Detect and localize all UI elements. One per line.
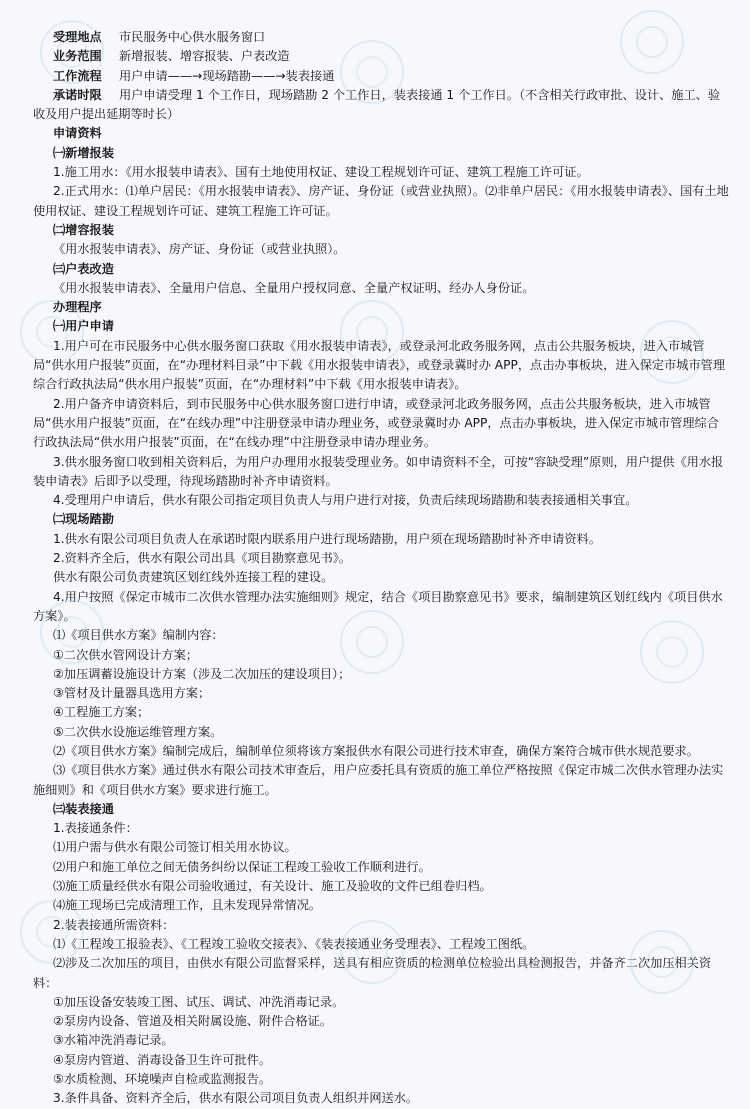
subsection-heading: ㈠新增报装 [53,145,114,160]
subsection-heading: ㈢装表接通 [53,801,114,816]
paragraph: 4.用户按照《保定市城市二次供水管理办法实施细则》规定，结合《项目勘察意见书》要求，编制建筑区划红线内《项目供水方案》。 [33,589,723,623]
list-item: ③管材及计量器具选用方案； [53,686,211,701]
list-item: ②泵房内设备、管道及相关附属设施、附件合格证。 [53,1014,333,1029]
info-row: 工作流程 用户申请——→现场踏勘——→装表接通 [53,68,335,83]
list-item: ⑵用户和施工单位之间无债务纠纷以保证工程竣工验收工作顺利进行。 [53,859,431,874]
paragraph: 2.用户备齐申请资料后，到市民服务中心供水服务窗口进行申请，或登录河北政务服务网，点击公共服务板块，进入市城管局“供水用户报装”页面，在“在线办理”中注册登录申请办理业务，或登录冀时办 APP，点击办事板块，进入保定市城市管理综合行政执法局“供水用户报装”页面，在“在线办理”中注册登录申请办理业务。 [33,396,719,450]
section-heading: 申请资料 [53,126,102,141]
paragraph: 《用水报装申请表》、全量用户信息、全量用户授权同意、全量产权证明、经办人身份证。 [53,280,535,295]
paragraph: 3.供水服务窗口收到相关资料后，为用户办理用水报装受理业务。如申请资料不全，可按“容缺受理”原则，用户提供《用水报装申请表》后即予以受理，待现场踏勘时补齐申请资料。 [33,454,724,488]
list-item: ①二次供水管网设计方案； [53,647,198,662]
paragraph: 3.条件具备、资料齐全后，供水有限公司项目负责人组织并网送水。 [53,1091,419,1106]
paragraph: 2.资料齐全后，供水有限公司出具《项目勘察意见书》。 [53,551,352,566]
paragraph: 4.受理用户申请后，供水有限公司指定项目负责人与用户进行对接，负责后续现场踏勘和装表接通相关事宜。 [53,493,638,508]
info-row: 业务范围 新增报装、增容报装、户表改造 [53,49,290,64]
paragraph: 1.表接通条件： [53,821,138,836]
paragraph: 2.装表接通所需资料： [53,917,175,932]
paragraph: 1.供水有限公司项目负责人在承诺时限内联系用户进行现场踏勘，用户须在现场踏勘时补齐申请资料。 [53,531,601,546]
subsection-heading: ㈡现场踏勘 [53,512,114,527]
paragraph: 《用水报装申请表》、房产证、身份证（或营业执照）。 [53,242,346,257]
paragraph: ⑶《项目供水方案》通过供水有限公司技术审查后，用户应委托具有资质的施工单位严格按照《保定市城二次供水管理办法实施细则》和《项目供水方案》要求进行施工。 [33,763,724,797]
list-item: ⑶施工质量经供水有限公司验收通过，有关设计、施工及验收的文件已组卷归档。 [53,879,492,894]
subsection-heading: ㈢户表改造 [53,261,114,276]
subsection-heading: ㈠用户申请 [53,319,114,334]
list-item: ⑤二次供水设施运维管理方案。 [53,724,223,739]
list-item: ⑷施工现场已完成清理工作，且未发现异常情况。 [53,898,322,913]
info-row: 受理地点 市民服务中心供水服务窗口 [53,30,266,44]
list-item: ⑴用户需与供水有限公司签订相关用水协议。 [53,840,297,855]
promise-row: 承诺时限 用户申请受理 1 个工作日，现场踏勘 2 个工作日，装表接通 1 个工作日。（不含相关行政审批、设计、施工、验收及用户提出延期等时长） [33,87,721,122]
subsection-heading: ㈡增容报装 [53,222,114,237]
paragraph: 供水有限公司负责建筑区划红线外连接工程的建设。 [53,570,334,585]
paragraph: ⑴《项目供水方案》编制内容： [53,628,224,643]
list-item: ③水箱冲洗消毒记录。 [53,1033,174,1048]
list-item: ⑤水质检测、环境噪声自检或监测报告。 [53,1072,272,1087]
list-item: ②加压调蓄设施设计方案（涉及二次加压的建设项目）； [53,666,351,681]
paragraph: 2.正式用水：⑴单户居民：《用水报装申请表》、房产证、身份证（或营业执照）。⑵非单户居民：《用水报装申请表》、国有土地使用权证、建设工程规划许可证、建筑工程施工许可证。 [33,184,729,218]
paragraph: 1.施工用水：《用水报装申请表》、国有土地使用权证、建设工程规划许可证、建筑工程施工许可证。 [53,165,589,180]
list-item: ①加压设备安装竣工图、试压、调试、冲洗消毒记录。 [53,994,345,1009]
list-item: ④泵房内管道、消毒设备卫生许可批件。 [53,1052,272,1067]
paragraph: ⑴《工程竣工报验表》、《工程竣工验收交接表》、《装表接通业务受理表》、工程竣工图纸。 [53,936,535,951]
paragraph: ⑵涉及二次加压的项目，由供水有限公司监督采样，送具有相应资质的检测单位检验出具检测报告，并备齐二次加压相关资料： [33,956,712,990]
paragraph: 1.用户可在市民服务中心供水服务窗口获取《用水报装申请表》，或登录河北政务服务网，点击公共服务板块，进入市城管局“供水用户报装”页面，在“办理材料目录”中下载《用水报装申请表》，或登录冀时办 APP，点击办事板块，进入保定市城市管理综合行政执法局“供水用户报装”页面，在“办理材料”中下载《用水报装申请表》。 [33,338,726,392]
section-heading: 办理程序 [53,300,102,315]
list-item: ④工程施工方案； [53,705,150,720]
paragraph: ⑵《项目供水方案》编制完成后，编制单位须将该方案报供水有限公司进行技术审查，确保方案符合城市供水规范要求。 [53,743,699,758]
